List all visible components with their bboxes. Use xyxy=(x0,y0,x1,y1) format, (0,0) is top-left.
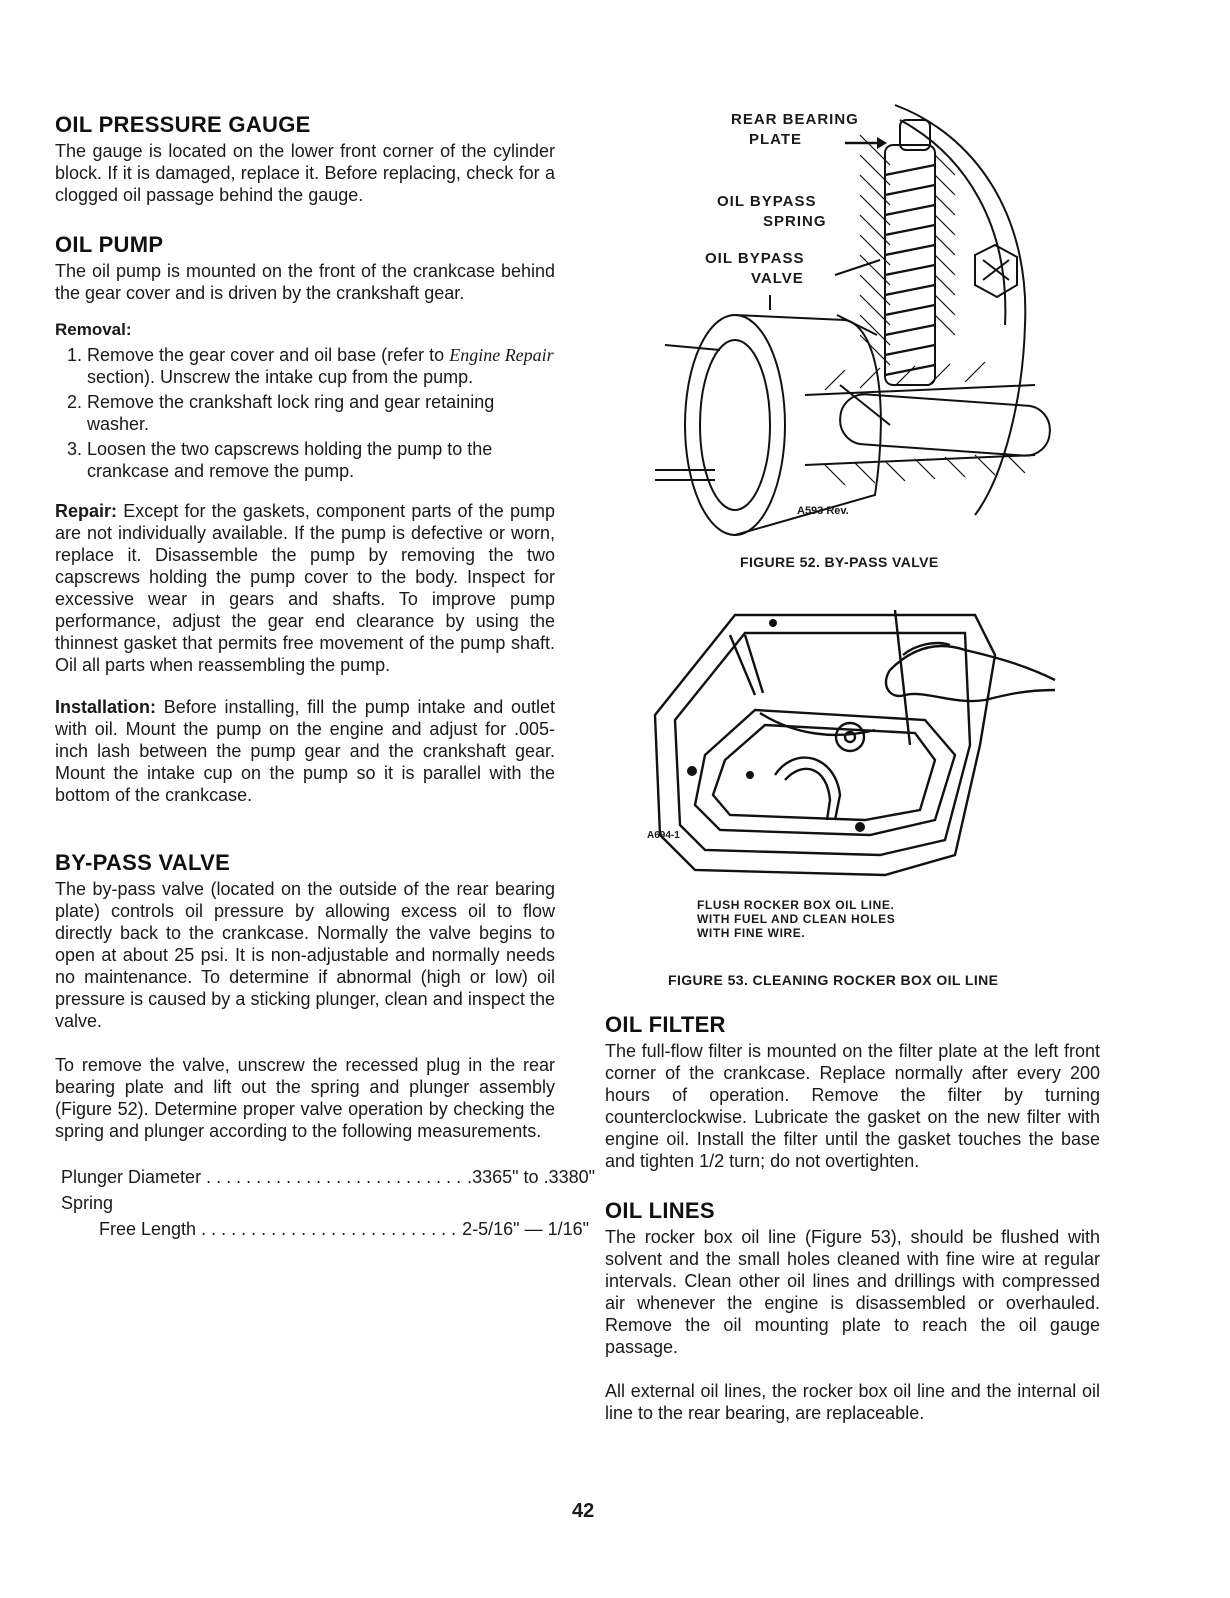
figure-53-note xyxy=(697,898,895,940)
figure-52 xyxy=(645,95,1035,545)
removal-steps xyxy=(55,344,555,482)
removal-step-1 xyxy=(87,344,555,388)
bypass-valve-body-1: The by-pass valve (located on the outside of the rear bearing plate) controls oil pressure by allowing excess oil to flow directly back to the crankcase. Normally the valve begins to open at about 25 psi. It is non-adjustable and normally needs no maintenance. To determine if abnormal (high or low) oil pressure is caused by a sticking plunger, clean and inspect the valve. xyxy=(55,879,555,1031)
removal-step-2: 2. Remove the crankshaft lock ring and gear retaining washer. xyxy=(87,391,555,435)
page-number: 42 xyxy=(572,1500,595,1522)
label-oil-bypass-valve-1: OIL BYPASS xyxy=(705,250,805,267)
figure-53-note-line-1: FLUSH ROCKER BOX OIL LINE. xyxy=(697,898,895,912)
plunger-diameter-value: .3365" to .3380" xyxy=(467,1167,596,1187)
oil-filter-heading: OIL FILTER xyxy=(605,1012,726,1037)
installation-body: Before installing, fill the pump intake and outlet with oil. Mount the pump on the engine and adjust for .005-inch lash between the pump gear and the crankshaft gear. Mount the intake cup on the pump so it is parallel with the bottom of the crankcase. xyxy=(55,697,555,805)
left-column xyxy=(55,112,596,1242)
repair-paragraph xyxy=(55,500,555,676)
bypass-valve-body-2: To remove the valve, unscrew the recessed plug in the rear bearing plate and lift out the spring and plunger assembly (Figure 52). Determine proper valve operation by checking the spring and plunger according to the following measurements. xyxy=(55,1055,555,1141)
free-length-row: Free Length . . . . . . . . . . . . . . . . . . . . . . . . . . 2-5/16" — 1/16" xyxy=(61,1216,555,1242)
oil-pump-body: The oil pump is mounted on the front of the crankcase behind the gear cover and is driven by the crankshaft gear. xyxy=(55,261,555,303)
installation-label: Installation: xyxy=(55,697,157,717)
removal-step-1-post: section). Unscrew the intake cup from the pump. xyxy=(87,367,474,387)
repair-label: Repair: xyxy=(55,501,118,521)
figure-53-note-line-3: WITH FINE WIRE. xyxy=(697,926,806,940)
figure-53 xyxy=(635,595,1075,895)
removal-label: Removal: xyxy=(55,320,132,339)
right-column xyxy=(605,0,1105,1598)
figure-53-caption: FIGURE 53. CLEANING ROCKER BOX OIL LINE xyxy=(668,972,999,988)
oil-pressure-gauge-body: The gauge is located on the lower front corner of the cylinder block. If it is damaged, replace it. Before replacing, check for a clogged oil passage behind the gauge. xyxy=(55,141,555,205)
bypass-valve-heading: BY-PASS VALVE xyxy=(55,850,231,875)
plunger-diameter-label: Plunger Diameter xyxy=(61,1167,202,1187)
label-oil-bypass-spring-1: OIL BYPASS xyxy=(717,193,817,210)
oil-filter-section xyxy=(605,1012,1100,1424)
removal-step-3: 3. Loosen the two capscrews holding the pump to the crankcase and remove the pump. xyxy=(87,438,555,482)
repair-body: Except for the gaskets, component parts of the pump are not individually available. If the pump is defective or worn, replace it. Disassemble the pump by removing the two capscrews holding the pump cover to the body. Inspect for excessive wear in gears and shafts. To improve pump performance, adjust the gear end clearance by using the thinnest gasket that permits free movement of the pump shaft. Oil all parts when reassembling the pump. xyxy=(55,501,555,675)
figure-53-code: A694-1 xyxy=(647,830,680,841)
label-oil-bypass-valve-2: VALVE xyxy=(751,270,804,287)
bypass-spec-table xyxy=(55,1164,596,1242)
engine-repair-reference: Engine Repair xyxy=(449,345,554,365)
free-length-value: 2-5/16" — 1/16" xyxy=(462,1219,589,1239)
figure-52-code: A593 Rev. xyxy=(797,505,849,517)
plunger-diameter-row: Plunger Diameter . . . . . . . . . . . . . . . . . . . . . . . . . . .3365" to .3380" xyxy=(61,1164,555,1190)
oil-pan-illustration xyxy=(635,595,1075,895)
oil-lines-heading: OIL LINES xyxy=(605,1198,715,1223)
oil-lines-body-2: All external oil lines, the rocker box oil line and the internal oil line to the rear bearing, are replaceable. xyxy=(605,1381,1100,1423)
removal-step-1-pre: Remove the gear cover and oil base (refer to xyxy=(87,345,445,365)
figure-53-note-line-2: WITH FUEL AND CLEAN HOLES xyxy=(697,912,896,926)
label-plate: PLATE xyxy=(749,131,803,148)
free-length-label: Free Length xyxy=(99,1219,197,1239)
installation-paragraph xyxy=(55,696,555,806)
label-oil-bypass-spring-2: SPRING xyxy=(763,213,827,230)
oil-lines-body-1: The rocker box oil line (Figure 53), should be flushed with solvent and the small holes cleaned with fine wire at regular intervals. Clean other oil lines and drillings with compressed air whenever the engine is disassembled or overhauled. Remove the oil mounting plate to reach the oil gauge passage. xyxy=(605,1227,1100,1357)
figure-52-caption: FIGURE 52. BY-PASS VALVE xyxy=(740,554,939,570)
oil-filter-body: The full-flow filter is mounted on the filter plate at the left front corner of the crankcase. Replace normally after every 200 hours of operation. Remove the filter by turning counterclockwise. Lubricate the gasket on the new filter with engine oil. Install the filter until the gasket touches the base and tighten 1/2 turn; do not overtighten. xyxy=(605,1041,1100,1171)
spring-label: Spring xyxy=(61,1193,114,1213)
oil-pump-heading: OIL PUMP xyxy=(55,232,164,257)
label-rear-bearing: REAR BEARING xyxy=(731,111,859,128)
bypass-valve-illustration xyxy=(645,95,1035,545)
oil-pressure-gauge-heading: OIL PRESSURE GAUGE xyxy=(55,112,311,137)
